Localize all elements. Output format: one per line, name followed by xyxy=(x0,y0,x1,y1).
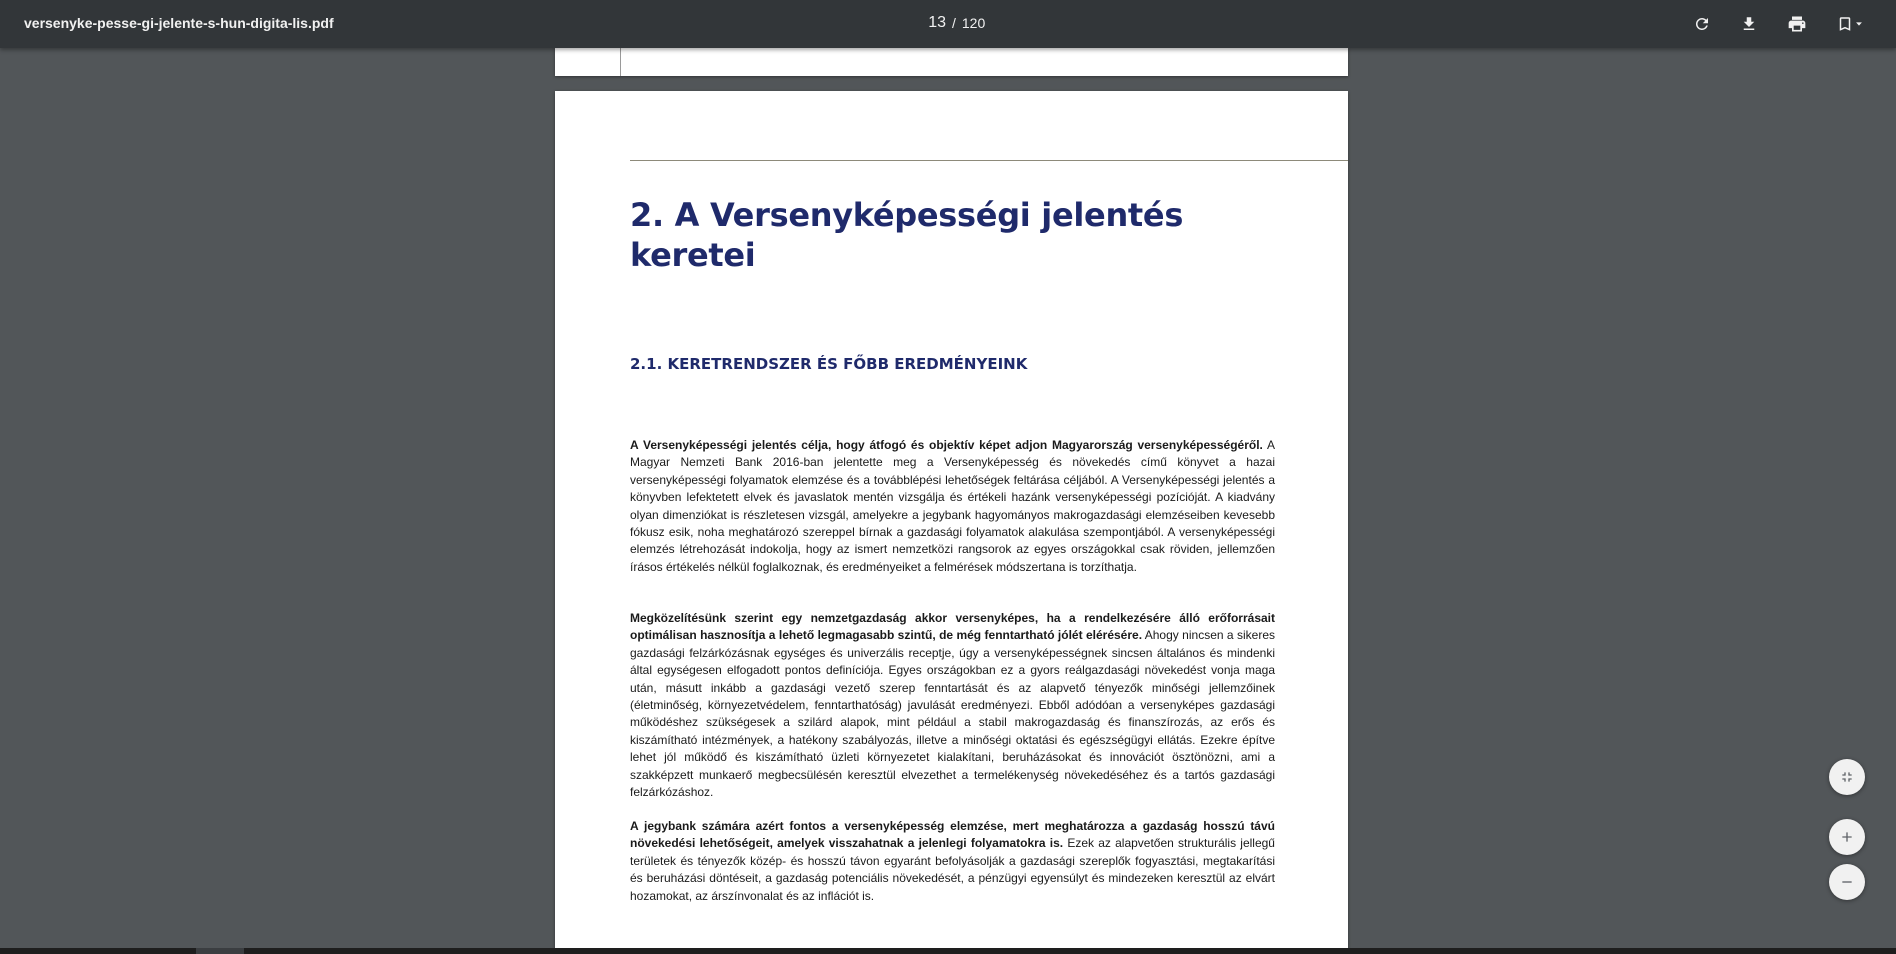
paragraph xyxy=(630,818,1275,905)
paragraph-body: Ezek az alapvetően strukturális jellegű területek és tényezők közép- és hosszú távon egyaránt befolyásolják a gazdasági szereplők fogyasztási, megtakarítási és beruházási döntéseit, a gazdaság potenciális növekedését, a pénzügyi egyensúlyt és mindezeken keresztül az elvárt hozamokat, az árszínvonalat és az inflációt is. xyxy=(630,836,1275,903)
fit-page-button[interactable] xyxy=(1829,759,1865,795)
chapter-title: 2. A Versenyképességi jelentés keretei xyxy=(630,196,1184,274)
download-button[interactable] xyxy=(1735,10,1763,38)
zoom-in-button[interactable] xyxy=(1829,819,1865,855)
zoom-in-icon xyxy=(1839,829,1855,845)
pdf-page xyxy=(555,91,1348,948)
rotate-button[interactable] xyxy=(1688,10,1716,38)
print-icon xyxy=(1787,14,1807,34)
paragraph xyxy=(630,610,1275,801)
taskbar-segment xyxy=(196,948,244,954)
bookmark-icon xyxy=(1836,15,1854,33)
paragraph xyxy=(630,437,1275,576)
page-navigation xyxy=(924,13,985,33)
print-button[interactable] xyxy=(1783,10,1811,38)
download-icon xyxy=(1740,15,1758,33)
taskbar-strip xyxy=(0,948,1896,954)
paragraph-body: A Magyar Nemzeti Bank 2016-ban jelentette meg a Versenyképesség és növekedés című könyvet a hazai versenyképességi folyamatok elemzése és a továbblépési lehetőségek feltárása céljából. A Versenyképességi jelentés a könyvben lefektetett elvek és javaslatok mentén vizsgálja és értékeli hazánk versenyképességi pozícióját. A kiadvány olyan dimenziókat is részletesen vizsgál, amelyekre a jegybank hagyományos makrogazdasági elemzéseiben kevesebb fókusz esik, noha meghatározó szereppel bírnak a gazdasági folyamatok alakulása szempontjából. A versenyképességi elemzés létrehozását indokolja, hogy az ismert nemzetközi rangsorok az egyes országokkal csak röviden, jellemzően írásos értékelés nélkül foglalkoznak, és eredményeiket a felmérések módszertana is torzíthatja. xyxy=(630,438,1275,574)
zoom-out-button[interactable] xyxy=(1829,864,1865,900)
rotate-icon xyxy=(1693,15,1711,33)
paragraph-lead: Megközelítésünk szerint egy nemzetgazdaság akkor versenyképes, ha a rendelkezésére álló erőforrásait optimálisan hasznosítja a lehető legmagasabb szintű, de még fenntartható jólét elérésére. xyxy=(630,611,1275,643)
total-pages: 120 xyxy=(961,15,986,31)
paragraph-body: Ahogy nincsen a sikeres gazdasági felzárkózásnak egységes és univerzális receptje, úgy a versenyképességnek sincsen általános és mindenki által egységesen elfogadott pontos definíciója. Egyes országokban ez a gyors reálgazdasági növekedést vonja maga után, másutt inkább a gazdasági vezető szerep fenntartását és az alapvető tényezők minőségi jellemzőinek (életminőség, környezetvédelem, fenntarthatóság) javulását eredményezi. Ebből adódóan a versenyképes gazdasági működéshez szükségesek a szilárd alapok, mint például a stabil makrogazdaság és finanszírozás, az erős és kiszámítható intézmények, a hatékony szabályozás, illetve a minőségi oktatási és egészségügyi ellátás. Ezekre építve lehet jól működő és kiszámítható üzleti környezetet kialakítani, beruházásokat és innovációt ösztönözni, ami a szakképzett munkaerő megbecsülésén keresztül elvezethet a termelékenység növekedéséhez és a tartós gazdasági felzárkózáshoz. xyxy=(630,628,1275,800)
file-name: versenyke-pesse-gi-jelente-s-hun-digita-lis.pdf xyxy=(24,15,334,31)
fit-page-icon xyxy=(1839,769,1855,785)
header-rule xyxy=(630,160,1348,161)
current-page-input[interactable] xyxy=(924,13,946,33)
paragraph-lead: A jegybank számára azért fontos a versenyképesség elemzése, mert meghatározza a gazdaság hosszú távú növekedési lehetőségeit, amelyek visszahatnak a jelenlegi folyamatokra is. xyxy=(630,819,1275,851)
document-viewer[interactable] xyxy=(0,48,1896,948)
chevron-down-icon xyxy=(1854,19,1864,29)
bookmark-menu-button[interactable] xyxy=(1830,10,1870,38)
paragraph-lead: A Versenyképességi jelentés célja, hogy átfogó és objektív képet adjon Magyarország versenyképességéről. xyxy=(630,438,1263,452)
page-separator: / xyxy=(952,15,956,31)
zoom-out-icon xyxy=(1839,874,1855,890)
pdf-toolbar xyxy=(0,0,1896,48)
page-divider-line xyxy=(620,48,621,76)
previous-page xyxy=(555,48,1348,76)
section-title: 2.1. KERETRENDSZER ÉS FŐBB EREDMÉNYEINK xyxy=(630,355,1028,373)
